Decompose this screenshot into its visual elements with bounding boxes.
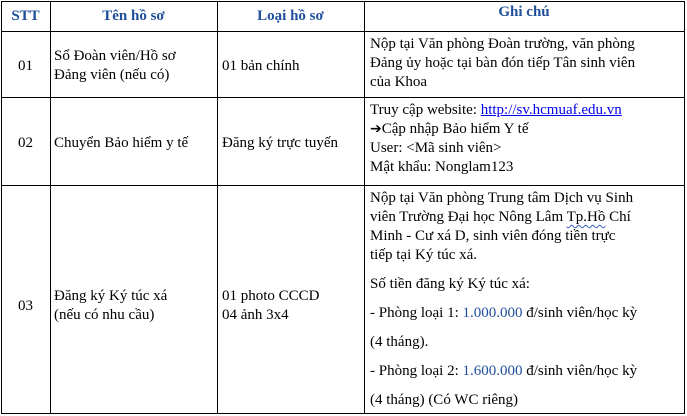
row-03-type-line1: 01 photo CCCD [222, 288, 320, 304]
row-02-note-prefix: Truy cập website: [370, 102, 481, 118]
row-02-note-line4: Mật khẩu: Nonglam123 [370, 159, 514, 175]
row-03-stt: 03 [18, 298, 33, 314]
row-03-type [222, 287, 320, 325]
row-03-note-p1-d: tiếp tại Ký túc xá. [370, 247, 478, 263]
row-03-note-p2: Số tiền đăng ký Ký túc xá: [370, 276, 530, 292]
row-01-note-line1: Nộp tại Văn phòng Đoàn trường, văn phòng [370, 36, 635, 52]
arrow-right-icon: ➔ [370, 121, 382, 137]
row-03-note-p6: (4 tháng) (Có WC riêng) [370, 392, 519, 408]
row-01-stt: 01 [18, 58, 33, 74]
column-divider [50, 1, 51, 414]
row-03-note-p3-post: đ/sinh viên/học kỳ [522, 305, 638, 321]
table-border-right [684, 1, 685, 414]
row-03-note-p1-c: Minh - Cư xá D, sinh viên đóng tiền trực [370, 228, 616, 244]
header-ten-ho-so: Tên hồ sơ [102, 8, 165, 24]
row-01-note [370, 35, 682, 92]
row-divider [1, 97, 685, 98]
row-03-name [54, 287, 167, 325]
documents-table [1, 1, 685, 414]
row-03-note-p4: (4 tháng). [370, 334, 429, 350]
table-border-top [1, 1, 685, 2]
row-02-note-line1 [370, 101, 682, 120]
row-03-name-line2: (nếu có nhu cầu) [54, 307, 155, 323]
row-03-note-p1-a: Nộp tại Văn phòng Trung tâm Dịch vụ Sinh [370, 190, 634, 206]
row-03-name-line1: Đăng ký Ký túc xá [54, 288, 168, 304]
row-03-note-p1-b [370, 208, 682, 227]
room-type-1-price: 1.000.000 [462, 305, 523, 321]
row-02-name: Chuyển Bảo hiểm y tế [54, 135, 189, 151]
row-03-note-p3 [370, 304, 682, 323]
room-type-2-price: 1.600.000 [462, 363, 523, 379]
row-03-note-p5 [370, 362, 682, 381]
row-03-note-p3-pre: - Phòng loại 1: [370, 305, 463, 321]
row-02-stt: 02 [18, 135, 33, 151]
row-03-note-p1-b-squig: Tp.Hồ [566, 209, 606, 225]
row-02-note-line2-text: Cập nhập Bảo hiểm Y tế [381, 121, 529, 137]
row-02-note-line2 [370, 120, 682, 139]
row-divider [1, 185, 685, 186]
row-01-type: 01 bản chính [222, 58, 300, 74]
row-03-note-p1-b-pre: viên Trường Đại học Nông Lâm [370, 209, 567, 225]
row-03-note [370, 189, 682, 410]
header-ghi-chu: Ghi chú [498, 4, 550, 20]
row-01-name-line1: Sổ Đoàn viên/Hồ sơ [54, 48, 176, 64]
table-border-bottom [1, 413, 685, 414]
website-link[interactable]: http://sv.hcmuaf.edu.vn [480, 102, 622, 118]
header-loai-ho-so: Loại hồ sơ [257, 8, 324, 24]
column-divider [217, 1, 218, 414]
row-01-name [54, 47, 176, 85]
row-02-note [370, 101, 682, 177]
row-02-note-line3: User: <Mã sinh viên> [370, 140, 502, 156]
row-03-type-line2: 04 ảnh 3x4 [222, 307, 289, 323]
row-02-type: Đăng ký trực tuyến [222, 135, 339, 151]
row-03-note-p5-pre: - Phòng loại 2: [370, 363, 463, 379]
header-stt: STT [11, 8, 40, 24]
row-01-note-line3: của Khoa [370, 74, 428, 90]
row-01-note-line2: Đảng ủy hoặc tại bàn đón tiếp Tân sinh viên [370, 55, 636, 71]
row-03-note-p1-b-post: Chí [605, 209, 631, 225]
column-divider [364, 1, 365, 414]
row-01-name-line2: Đảng viên (nếu có) [54, 67, 170, 83]
row-03-note-p5-post: đ/sinh viên/học kỳ [522, 363, 638, 379]
header-divider [1, 31, 685, 32]
